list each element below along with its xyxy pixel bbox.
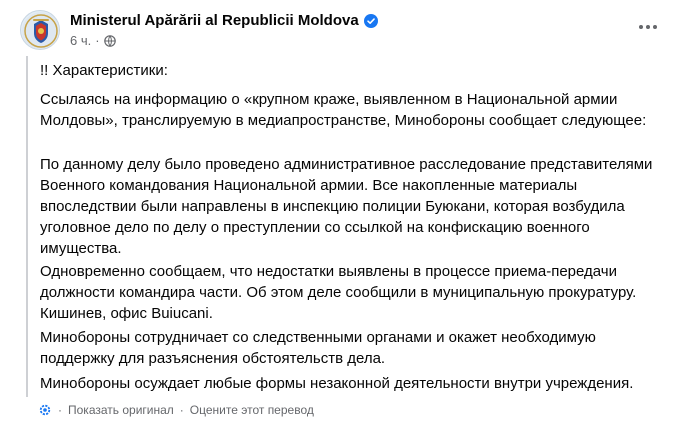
translation-footer <box>38 403 314 417</box>
post-paragraph: Ссылаясь на информацию о «крупном краже, выявленном в Национальной армии Молдовы», транслируемую в медиапространстве, Минобороны сообщает следующее: <box>40 91 647 129</box>
post-body <box>26 56 666 396</box>
translate-gear-icon[interactable] <box>38 403 52 417</box>
post-timestamp[interactable]: 6 ч. <box>70 33 92 48</box>
page-name[interactable]: Ministerul Apărării al Republicii Moldova <box>70 12 359 29</box>
page-avatar[interactable] <box>20 10 60 50</box>
more-options-dot <box>646 25 650 29</box>
verified-badge-icon <box>364 14 378 28</box>
post-header <box>20 10 660 54</box>
post-paragraph: Минобороны осуждает любые формы незаконной деятельности внутри учреждения. <box>40 375 634 392</box>
post-paragraph: !! Характеристики: <box>40 62 168 79</box>
show-original-link[interactable]: Показать оригинал <box>68 403 174 417</box>
globe-icon[interactable] <box>104 35 116 47</box>
post-paragraph: Минобороны сотрудничает со следственными органами и окажет необходимую поддержку для разъяснения обстоятельств дела. <box>40 329 596 367</box>
rate-translation-link[interactable]: Оцените этот перевод <box>189 403 314 417</box>
more-options-button[interactable] <box>636 18 660 36</box>
translation-quote-bar <box>26 56 28 397</box>
post-paragraph: По данному делу было проведено административное расследование представителями Военного командования Национальной армии. Все накопленные материалы впоследствии были направлены в инспекцию полиции Буюкани, которая возбудила уголовное дело по делу о преступлении со ссылкой на конфискацию военного имущества. <box>40 156 653 257</box>
footer-separator: · <box>179 403 184 417</box>
more-options-dot <box>653 25 657 29</box>
more-options-dot <box>639 25 643 29</box>
meta-separator: · <box>95 33 100 48</box>
coat-of-arms-logo <box>21 11 60 50</box>
post-paragraph: Одновременно сообщаем, что недостатки выявлены в процессе приема-передачи должности командира части. Об этом деле сообщили в муниципальную прокуратуру. Кишинев, офис Buiucani. <box>40 263 637 322</box>
footer-separator: · <box>58 403 62 417</box>
